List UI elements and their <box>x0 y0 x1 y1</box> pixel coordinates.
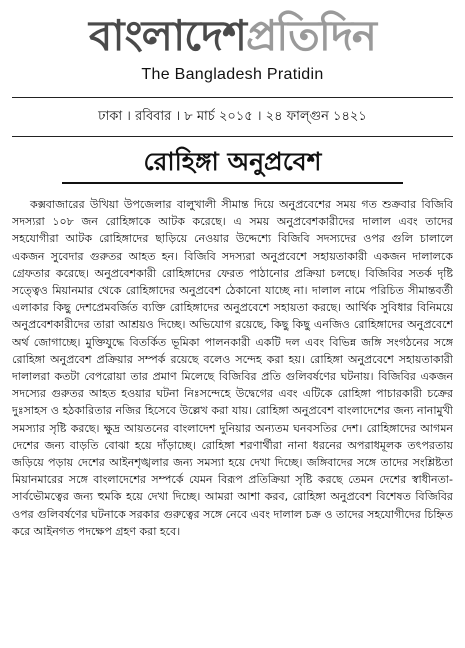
newspaper-logo <box>0 10 465 62</box>
headline-block <box>0 145 465 184</box>
article-headline: রোহিঙ্গা অনুপ্রবেশ <box>143 147 322 176</box>
newspaper-tagline: The Bangladesh Pratidin <box>141 66 324 83</box>
logo-part-bangladesh: বাংলাদেশ <box>89 11 246 60</box>
dateline: ঢাকা । রবিবার । ৮ মার্চ ২০১৫ । ২৪ ফাল্গুন ১৪২১ <box>98 109 367 124</box>
logo-part-pratidin: প্রতিদিন <box>245 11 376 60</box>
dateline-bottom-rule <box>12 136 453 137</box>
article-paragraph: কক্সবাজারের উখিয়া উপজেলার বালুখালী সীমান্ত দিয়ে অনুপ্রবেশের সময় গত শুক্রবার বিজিবি সদস্যরা ১০৮ জন রোহিঙ্গাকে আটক করেছে। এ সময় অনুপ্রবেশকারীদের দালাল এবং তাদের সহযোগীরা আটক রোহিঙ্গাদের ছাড়িয়ে নেওয়ার উদ্দেশ্যে বিজিবি সদস্যদের ওপর গুলি চালালে একজন সুবেদার গুরুতর আহত হন। বিজিবি সদস্যরা অনুপ্রবেশে সহায়তাকারী একজন দালালকে গ্রেফতার করেছে। অনুপ্রবেশকারী রোহিঙ্গাদের ফেরত পাঠানোর প্রক্রিয়া চলছে। বিজিবির সতর্ক দৃষ্টি সত্ত্বেও মিয়ানমার থেকে রোহিঙ্গাদের অনুপ্রবেশ ঠেকানো যাচ্ছে না। দালাল নামে পরিচিত সীমান্তবর্তী এলাকার কিছু দেশপ্রেমবর্জিত ব্যক্তি রোহিঙ্গাদের অনুপ্রবেশে সহায়তা করছে। আর্থিক সুবিধার বিনিময়ে অনুপ্রবেশকারীদের তারা আশ্রয়ও দিচ্ছে। অভিযোগ রয়েছে, কিছু কিছু এনজিও রোহিঙ্গাদের অনুপ্রবেশে অর্থ জোগাচ্ছে। মুক্তিযুদ্ধে বিতর্কিত ভূমিকা পালনকারী একটি দল এবং বিভিন্ন জঙ্গি সংগঠনের সঙ্গে রোহিঙ্গা অনুপ্রবেশ প্রক্রিয়ার সম্পর্ক রয়েছে বলেও সন্দেহ করা হয়। রোহিঙ্গা অনুপ্রবেশে সহায়তাকারী দালালরা কতটা বেপরোয়া তার প্রমাণ মিলেছে বিজিবির প্রতি গুলিবর্ষণের ঘটনায়। বিজিবির একজন সদস্যের গুরুতর আহত হওয়ার ঘটনা নিঃসন্দেহে উদ্বেগের এবং এটিকে রোহিঙ্গা পাচারকারী চক্রের দুঃসাহস ও হঠকারিতার নজির হিসেবে উল্লেখ করা যায়। রোহিঙ্গা অনুপ্রবেশ বাংলাদেশের জন্য নানামুখী সমস্যার সৃষ্টি করছে। ক্ষুদ্র আয়তনের বাংলাদেশ দুনিয়ার অন্যতম ঘনবসতির দেশ। রোহিঙ্গাদের আগমন দেশের জন্য বাড়তি বোঝা হয়ে দাঁড়াচ্ছে। রোহিঙ্গা শরণার্থীরা নানা ধরনের অপরাধমূলক তৎপরতায় জড়িয়ে পড়ায় দেশের আইনশৃঙ্খলার জন্য সমস্যা হয়ে দেখা দিচ্ছে। জঙ্গিবাদের সঙ্গে তাদের সংশ্লিষ্টতা মিয়ানমারের সঙ্গে বাংলাদেশের সম্পর্কে যেমন বিরূপ প্রতিক্রিয়া সৃষ্টি করছে তেমন দেশের স্বাধীনতা-সার্বভৌমত্বের জন্য হুমকি হয়ে দেখা দিচ্ছে। আমরা আশা করব, রোহিঙ্গা অনুপ্রবেশ বিশেষত বিজিবির ওপর গুলিবর্ষণের ঘটনাকে সরকার গুরুত্বের সঙ্গে নেবে এবং দালাল চক্র ও তাদের সহযোগীদের চিহ্নিত করে আইনগত পদক্ষেপ গ্রহণ করা হবে। <box>12 198 453 538</box>
masthead <box>0 0 465 84</box>
headline-rule <box>62 182 403 184</box>
article-body <box>12 196 453 646</box>
